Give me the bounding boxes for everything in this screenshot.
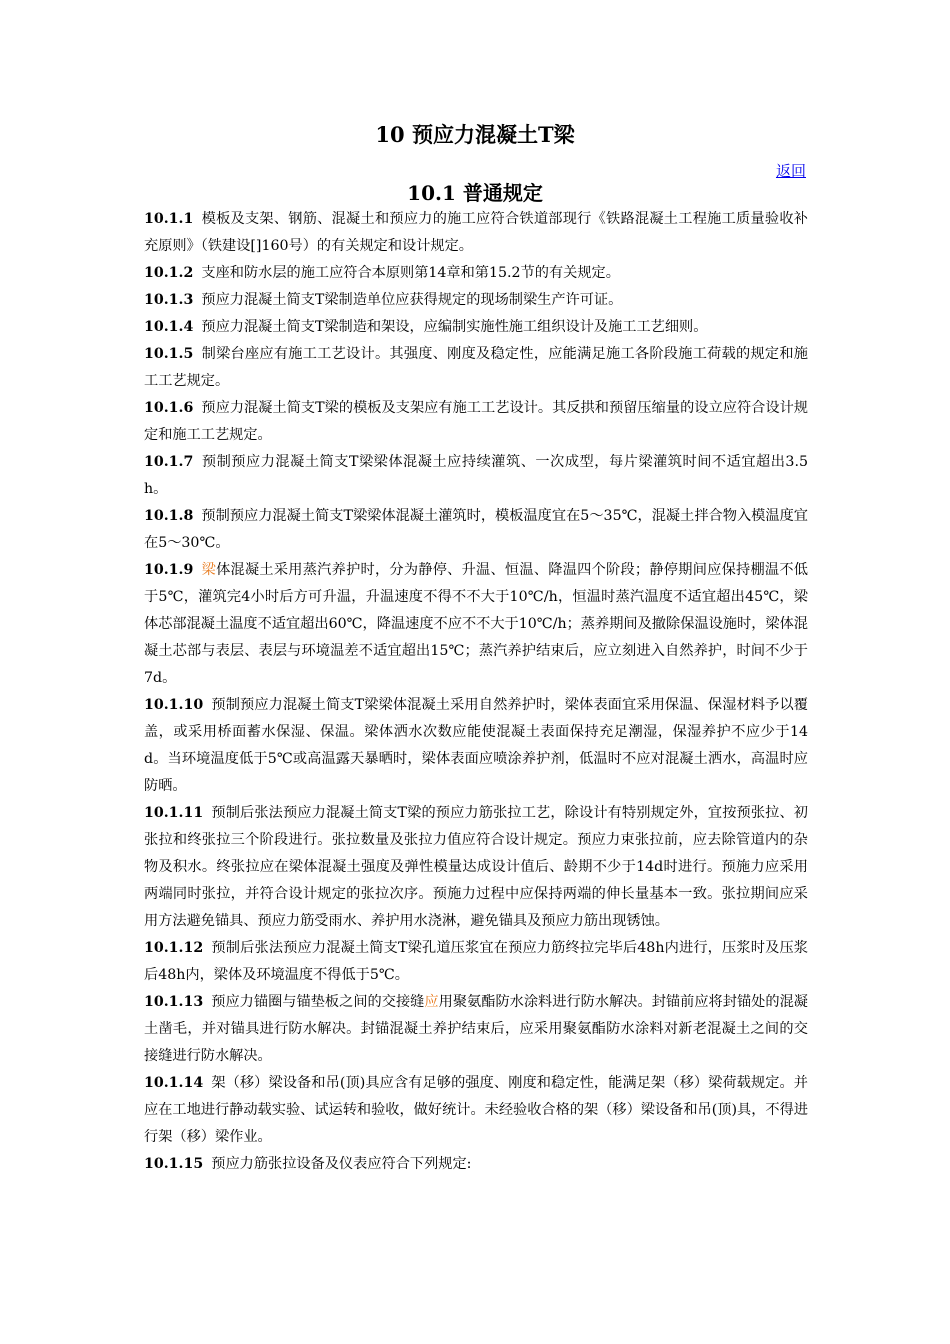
clause-text: 预制后张法预应力混凝土简支T梁孔道压浆宜在预应力筋终拉完毕后48h内进行，压浆时及压浆后48h内，梁体及环境温度不得低于5℃。 — [144, 940, 808, 983]
clause-number: 10.1.9 — [144, 562, 194, 578]
clause-text: 预制预应力混凝土简支T梁梁体混凝土灌筑时，模板温度宜在5～35℃，混凝土拌合物入模温度宜在5～30℃。 — [144, 508, 808, 551]
clause-10-1-13 — [144, 989, 808, 1070]
back-link[interactable]: 返回 — [775, 162, 806, 180]
clause-10-1-3 — [144, 287, 808, 314]
clause-number: 10.1.7 — [144, 454, 194, 470]
clause-text: 支座和防水层的施工应符合本原则第14章和第15.2节的有关规定。 — [201, 265, 620, 281]
clause-number: 10.1.12 — [144, 940, 204, 956]
clause-number: 10.1.14 — [144, 1075, 204, 1091]
clause-list — [144, 206, 808, 1178]
clause-text: 预制预应力混凝土简支T梁梁体混凝土采用自然养护时，梁体表面宜采用保温、保湿材料予以覆盖，或采用桥面蓄水保湿、保温。梁体洒水次数应能使混凝土表面保持充足潮湿，保湿养护不应少于14d。当环境温度低于5℃或高温露天暴晒时，梁体表面应喷涂养护剂，低温时不应对混凝土洒水，高温时应防晒。 — [144, 697, 808, 794]
clause-text-post: 体混凝土采用蒸汽养护时，分为静停、升温、恒温、降温四个阶段；静停期间应保持棚温不低于5℃，灌筑完4小时后方可升温，升温速度不得不不大于10℃/h，恒温时蒸汽温度不适宜超出45℃，梁体芯部混凝土温度不适宜超出60℃，降温速度不应不不大于10℃/h；蒸养期间及撤除保温设施时，梁体混凝土芯部与表层、表层与环境温差不适宜超出15℃；蒸汽养护结束后，应立刻进入自然养护，时间不少于7d。 — [144, 562, 808, 686]
clause-number: 10.1.4 — [144, 319, 194, 335]
clause-text: 预制后张法预应力混凝土简支T梁的预应力筋张拉工艺，除设计有特别规定外，宜按预张拉、初张拉和终张拉三个阶段进行。张拉数量及张拉力值应符合设计规定。预应力束张拉前，应去除管道内的杂物及积水。终张拉应在梁体混凝土强度及弹性模量达成设计值后、龄期不少于14d时进行。预施力应采用两端同时张拉，并符合设计规定的张拉次序。预施力过程中应保持两端的伸长量基本一致。张拉期间应采用方法避免锚具、预应力筋受雨水、养护用水浇淋，避免锚具及预应力筋出现锈蚀。 — [144, 805, 808, 929]
clause-10-1-12 — [144, 935, 808, 989]
clause-number: 10.1.3 — [144, 292, 194, 308]
clause-number: 10.1.2 — [144, 265, 194, 281]
clause-number: 10.1.5 — [144, 346, 194, 362]
chapter-title: 10 预应力混凝土T梁 — [375, 122, 575, 147]
clause-10-1-2 — [144, 260, 808, 287]
clause-10-1-15 — [144, 1151, 808, 1178]
clause-10-1-10 — [144, 692, 808, 800]
clause-number: 10.1.11 — [144, 805, 204, 821]
clause-text: 架（移）梁设备和吊(顶)具应含有足够的强度、刚度和稳定性，能满足架（移）梁荷载规定。并应在工地进行静动载实验、试运转和验收，做好统计。未经验收合格的架（移）梁设备和吊(顶)具，不得进行架（移）梁作业。 — [144, 1075, 808, 1145]
clause-number: 10.1.10 — [144, 697, 204, 713]
clause-text-post: 用聚氨酯防水涂料进行防水解决。封锚前应将封锚处的混凝土凿毛，并对锚具进行防水解决。封锚混凝土养护结束后，应采用聚氨酯防水涂料对新老混凝土之间的交接缝进行防水解决。 — [144, 994, 808, 1064]
clause-highlight: 梁 — [201, 562, 217, 578]
clause-10-1-9 — [144, 557, 808, 692]
clause-10-1-5 — [144, 341, 808, 395]
clause-number: 10.1.15 — [144, 1156, 204, 1172]
clause-10-1-11 — [144, 800, 808, 935]
clause-text: 预应力混凝土简支T梁制造和架设，应编制实施性施工组织设计及施工工艺细则。 — [201, 319, 708, 335]
clause-number: 10.1.13 — [144, 994, 204, 1010]
clause-text-pre: 预应力锚圈与锚垫板之间的交接缝 — [211, 994, 425, 1010]
clause-10-1-1 — [144, 206, 808, 260]
section-title: 10.1 普通规定 — [407, 181, 543, 205]
clause-number: 10.1.8 — [144, 508, 194, 524]
clause-text: 预应力混凝土简支T梁的模板及支架应有施工工艺设计。其反拱和预留压缩量的设立应符合设计规定和施工工艺规定。 — [144, 400, 808, 443]
clause-10-1-6 — [144, 395, 808, 449]
clause-10-1-8 — [144, 503, 808, 557]
clause-text: 制梁台座应有施工工艺设计。其强度、刚度及稳定性，应能满足施工各阶段施工荷载的规定和施工工艺规定。 — [144, 346, 808, 389]
clause-10-1-14 — [144, 1070, 808, 1151]
clause-text: 预应力筋张拉设备及仪表应符合下列规定: — [211, 1156, 472, 1172]
clause-text: 预制预应力混凝土简支T梁梁体混凝土应持续灌筑、一次成型，每片梁灌筑时间不适宜超出3.5h。 — [144, 454, 808, 497]
clause-10-1-7 — [144, 449, 808, 503]
clause-text: 模板及支架、钢筋、混凝土和预应力的施工应符合铁道部现行《铁路混凝土工程施工质量验收补充原则》（铁建设[]160号）的有关规定和设计规定。 — [144, 211, 808, 254]
clause-number: 10.1.1 — [144, 211, 194, 227]
clause-10-1-4 — [144, 314, 808, 341]
clause-text: 预应力混凝土简支T梁制造单位应获得规定的现场制梁生产许可证。 — [201, 292, 623, 308]
clause-number: 10.1.6 — [144, 400, 194, 416]
clause-highlight: 应 — [424, 994, 439, 1010]
